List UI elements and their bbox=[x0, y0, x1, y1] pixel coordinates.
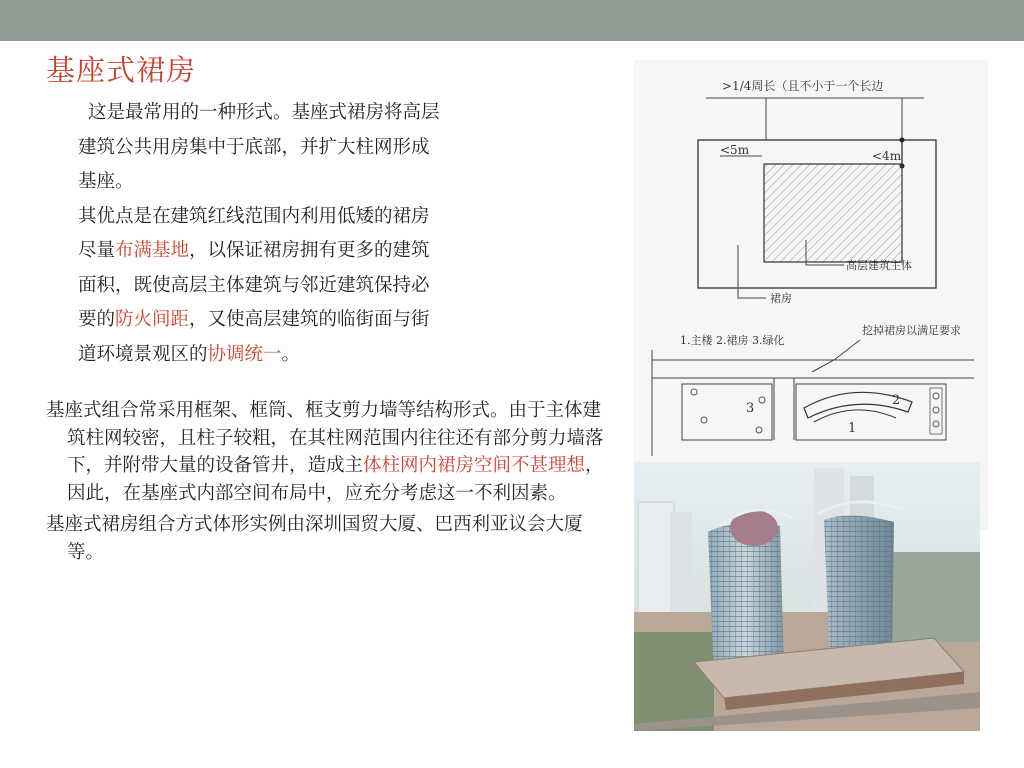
num-label: 3 bbox=[746, 401, 755, 416]
tree-symbol bbox=[933, 393, 939, 399]
num-label: 1 bbox=[848, 421, 857, 436]
tower-label: 高层建筑主体 bbox=[846, 259, 912, 272]
tree-symbol bbox=[759, 397, 765, 403]
tower-footprint bbox=[764, 164, 902, 262]
tree-symbol bbox=[701, 417, 707, 423]
podium-label: 裙房 bbox=[770, 292, 792, 305]
tree-symbol bbox=[933, 407, 939, 413]
tree-symbol bbox=[933, 421, 939, 427]
leader-line bbox=[738, 245, 766, 298]
text-segment: ，又使高层建筑的临街面与街 bbox=[189, 309, 430, 330]
text-segment: 要的 bbox=[78, 309, 116, 330]
highlight-text: 协调统一 bbox=[207, 343, 282, 365]
num-label: 2 bbox=[892, 393, 901, 408]
intro-paragraph bbox=[78, 96, 518, 372]
text-segment: ，以保证裙房拥有更多的建筑 bbox=[189, 240, 430, 261]
highlight-text: 防火间距 bbox=[115, 309, 190, 330]
text-segment: ，因此，在基座式内部空间布局中，应充分考虑这一不利因素。 bbox=[67, 455, 604, 504]
top-bar bbox=[0, 0, 1024, 41]
text-segment: 尽量 bbox=[78, 240, 116, 261]
slide-title: 基座式裙房 bbox=[46, 53, 197, 87]
text-line: 基座。 bbox=[78, 171, 134, 192]
greenery bbox=[634, 632, 714, 731]
bullet-paragraph: 基座式裙房组合方式体形实例由深圳国贸大厦、巴西利亚议会大厦等。 bbox=[46, 514, 583, 563]
text-line bbox=[78, 303, 518, 338]
text-line: 这是最常用的一种形式。基座式裙房将高层 bbox=[88, 102, 440, 123]
text-line: 建筑公共用房集中于底部，并扩大柱网形成 bbox=[78, 136, 430, 158]
leader-line bbox=[812, 340, 860, 372]
diagram-svg bbox=[634, 60, 988, 530]
building-photo bbox=[634, 462, 980, 731]
text-line bbox=[78, 338, 518, 373]
top-note: >1/4周长（且不小于一个长边 bbox=[722, 79, 884, 93]
text-segment: 。 bbox=[281, 343, 301, 365]
main-tower-windows bbox=[708, 523, 784, 676]
highlight-text: 体柱网内裙房空间不甚理想 bbox=[363, 455, 586, 476]
note-text: 挖掉裙房以满足要求 bbox=[862, 324, 961, 337]
podium-diagram bbox=[634, 60, 988, 530]
dim-right-label: <4m bbox=[872, 149, 902, 163]
tree-symbol bbox=[691, 389, 697, 395]
text-line bbox=[78, 234, 518, 269]
green-block bbox=[682, 384, 772, 440]
legend-text: 1.主楼 2.裙房 3.绿化 bbox=[680, 334, 785, 347]
text-segment: 基座式组合常采用框架、框筒、框支剪力墙等结构形式。由于主体建筑柱网较密，且柱子较粗，在其柱网范围内往往还有部分剪力墙落下，并附带大量的设备管井，造成主 bbox=[46, 400, 604, 476]
highlight-text: 布满基地 bbox=[115, 240, 190, 261]
structure-paragraph bbox=[46, 397, 616, 566]
bullet-paragraph bbox=[46, 397, 616, 507]
text-line: 其优点是在建筑红线范围内利用低矮的裙房 bbox=[78, 205, 430, 227]
dim-left-label: <5m bbox=[720, 143, 750, 157]
dim-dot bbox=[900, 138, 905, 143]
photo-svg bbox=[634, 462, 980, 731]
text-line: 面积，既使高层主体建筑与邻近建筑保持必 bbox=[78, 274, 430, 296]
text-segment: 道环境景观区的 bbox=[78, 343, 208, 365]
tree-symbol bbox=[756, 427, 762, 433]
